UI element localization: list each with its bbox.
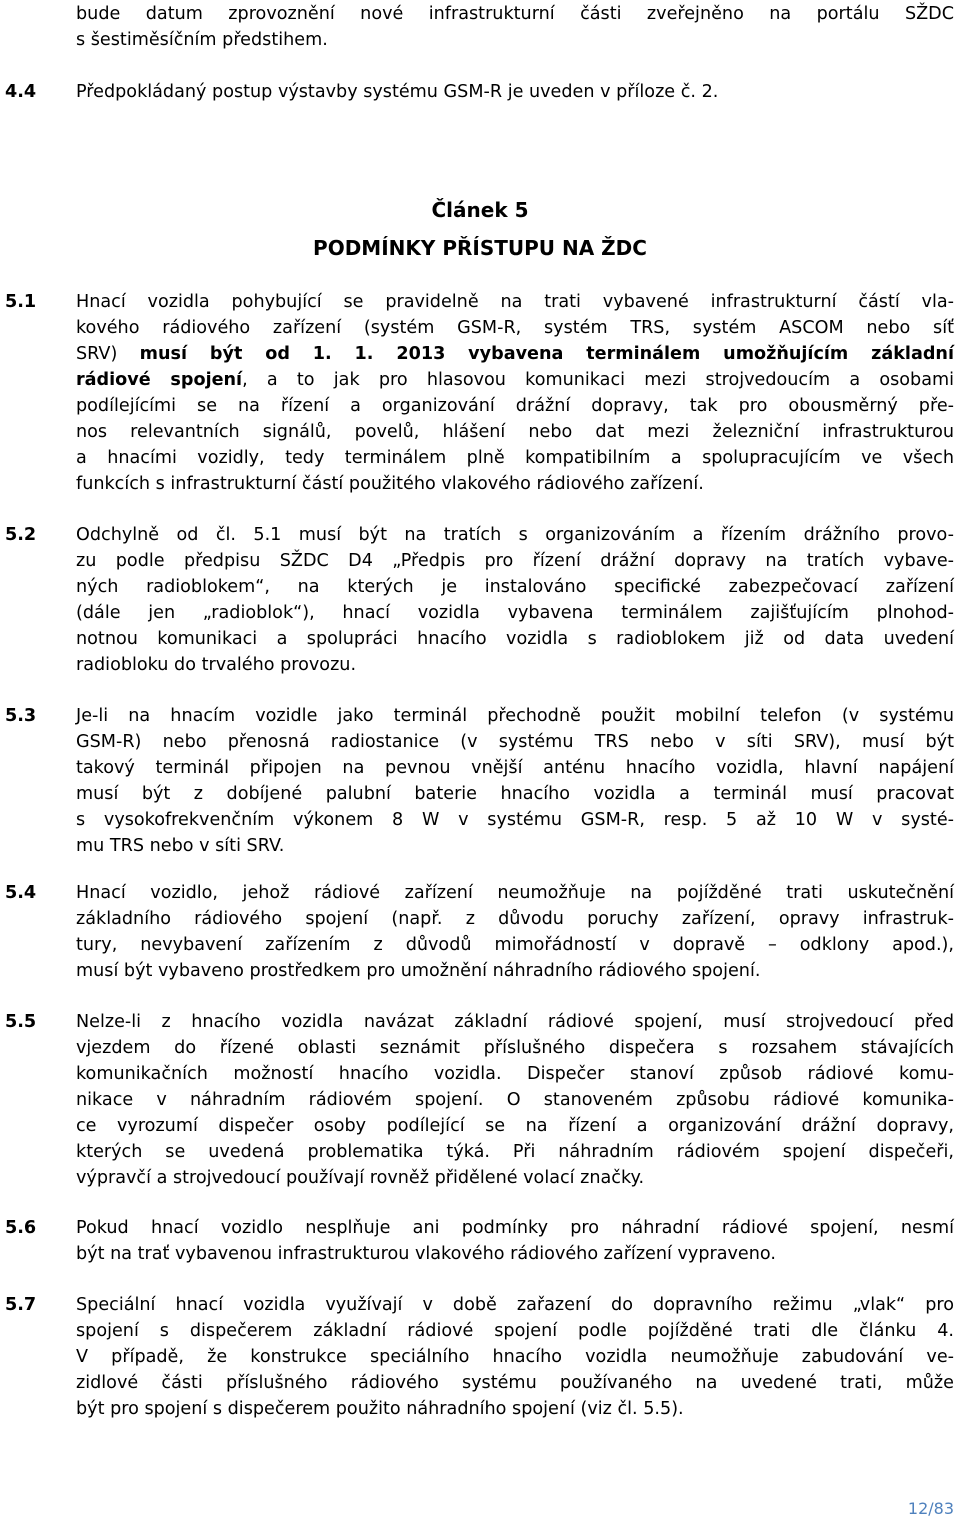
section-number-5-4: 5.4: [5, 883, 37, 903]
section-5-5-line-2: vjezdem do řízené oblasti seznámit příslušného dispečera s rozsahem stávajících: [76, 1038, 954, 1058]
section-5-7-line-4: zidlové části příslušného rádiového systému používaného na uvedené trati, může: [76, 1373, 954, 1393]
section-5-7-line-5: být pro spojení s dispečerem použito náhradního spojení (viz čl. 5.5).: [76, 1399, 684, 1419]
section-5-5-line-6: kterých se uvedená problematika týká. Při náhradním rádiovém spojení dispečeři,: [76, 1142, 954, 1162]
section-5-4-line-1: Hnací vozidlo, jehož rádiové zařízení neumožňuje na pojížděné trati uskutečnění: [76, 883, 954, 903]
section-5-6-line-1: Pokud hnací vozidlo nesplňuje ani podmínky pro náhradní rádiové spojení, nesmí: [76, 1218, 954, 1238]
section-number-4-4: 4.4: [5, 82, 37, 102]
section-number-5-1: 5.1: [5, 292, 37, 312]
section-5-3-line-3: takový terminál připojen na pevnou vnější anténu hnacího vozidla, hlavní napájení: [76, 758, 954, 778]
section-5-3-line-6: mu TRS nebo v síti SRV.: [76, 836, 285, 856]
section-5-2-line-1: Odchylně od čl. 5.1 musí být na tratích s organizováním a řízením drážního provo-: [76, 525, 954, 545]
article-title: Článek 5: [431, 198, 529, 222]
section-5-2-line-6: radiobloku do trvalého provozu.: [76, 655, 357, 675]
section-number-5-7: 5.7: [5, 1295, 37, 1315]
section-5-5-line-5: ce vyrozumí dispečer osoby podílející se na řízení a organizování drážní dopravy,: [76, 1116, 954, 1136]
section-5-7-line-1: Speciální hnací vozidla využívají v době zařazení do dopravního režimu „vlak“ pro: [76, 1295, 954, 1315]
intro-line-1: bude datum zprovoznění nové infrastrukturní části zveřejněno na portálu SŽDC: [76, 4, 954, 24]
section-5-5-line-7: výpravčí a strojvedoucí používají rovněž přidělené volací značky.: [76, 1168, 645, 1188]
section-5-5-line-1: Nelze-li z hnacího vozidla navázat základní rádiové spojení, musí strojvedoucí před: [76, 1012, 954, 1032]
section-5-7-line-3: V případě, že konstrukce speciálního hnacího vozidla neumožňuje zabudování ve-: [76, 1347, 954, 1367]
section-5-2-line-4: (dále jen „radioblok“), hnací vozidla vybavena terminálem zajišťujícím plnohod-: [76, 603, 954, 623]
intro-line-2: s šestiměsíčním předstihem.: [76, 30, 328, 50]
section-number-5-2: 5.2: [5, 525, 37, 545]
section-5-1-line-2: kového rádiového zařízení (systém GSM-R, systém TRS, systém ASCOM nebo síť: [76, 318, 954, 338]
section-5-5-line-3: komunikačních možností hnacího vozidla. Dispečer stanoví způsob rádiové komu-: [76, 1064, 954, 1084]
page-number: 12/83: [907, 1499, 954, 1518]
section-5-3-line-1: Je-li na hnacím vozidle jako terminál přechodně použit mobilní telefon (v systému: [76, 706, 954, 726]
section-5-1-line-1: Hnací vozidla pohybující se pravidelně na trati vybavené infrastrukturní částí vla-: [76, 292, 954, 312]
section-5-3-line-4: musí být z dobíjené palubní baterie hnacího vozidla a terminál musí pracovat: [76, 784, 954, 804]
section-number-5-6: 5.6: [5, 1218, 37, 1238]
section-5-4-line-4: musí být vybaveno prostředkem pro umožnění náhradního rádiového spojení.: [76, 961, 761, 981]
section-5-1-line-8: funkcích s infrastrukturní částí použitého vlakového rádiového zařízení.: [76, 474, 704, 494]
section-4-4-text: Předpokládaný postup výstavby systému GSM-R je uveden v příloze č. 2.: [76, 82, 719, 102]
section-5-7-line-2: spojení s dispečerem základní rádiové spojení podle pojížděné trati dle článku 4.: [76, 1321, 954, 1341]
section-5-1-line-4-plain: , a to jak pro hlasovou komunikaci mezi strojvedoucím a osobami: [242, 370, 955, 390]
section-5-5-line-4: nikace v náhradním rádiovém spojení. O stanoveném způsobu rádiové komunika-: [76, 1090, 954, 1110]
section-5-1-line-5: podílejícími se na řízení a organizování drážní dopravy, tak pro obousměrný pře-: [76, 396, 954, 416]
section-5-4-line-3: tury, nevybavení zařízením z důvodů mimořádností v dopravě – odklony apod.),: [76, 935, 954, 955]
section-5-2-line-3: ných radioblokem“, na kterých je instalováno specifické zabezpečovací zařízení: [76, 577, 954, 597]
section-5-1-line-3-plain: SRV): [76, 344, 140, 364]
section-5-1-line-6: nos relevantních signálů, povelů, hlášení nebo dat mezi železniční infrastrukturou: [76, 422, 954, 442]
article-subtitle: PODMÍNKY PŘÍSTUPU NA ŽDC: [313, 236, 647, 260]
section-number-5-5: 5.5: [5, 1012, 37, 1032]
section-5-6-line-2: být na trať vybavenou infrastrukturou vlakového rádiového zařízení vypraveno.: [76, 1244, 776, 1264]
section-5-4-line-2: základního rádiového spojení (např. z důvodu poruchy zařízení, opravy infrastruk-: [76, 909, 954, 929]
section-5-1-line-4-bold: rádiové spojení: [76, 370, 243, 390]
section-5-2-line-5: notnou komunikaci a spolupráci hnacího vozidla s radioblokem již od data uvedení: [76, 629, 954, 649]
section-5-1-line-7: a hnacími vozidly, tedy terminálem plně kompatibilním a spolupracujícím ve všech: [76, 448, 954, 468]
section-5-2-line-2: zu podle předpisu SŽDC D4 „Předpis pro řízení drážní dopravy na tratích vybave-: [76, 551, 954, 571]
section-5-1-line-3-bold: musí být od 1. 1. 2013 vybavena terminálem umožňujícím základní: [139, 344, 954, 364]
section-number-5-3: 5.3: [5, 706, 37, 726]
section-5-3-line-2: GSM-R) nebo přenosná radiostanice (v systému TRS nebo v síti SRV), musí být: [76, 732, 954, 752]
section-5-3-line-5: s vysokofrekvenčním výkonem 8 W v systému GSM-R, resp. 5 až 10 W v systé-: [76, 810, 954, 830]
section-5-1-line-3: [76, 341, 954, 367]
section-5-1-line-4: [76, 367, 954, 393]
